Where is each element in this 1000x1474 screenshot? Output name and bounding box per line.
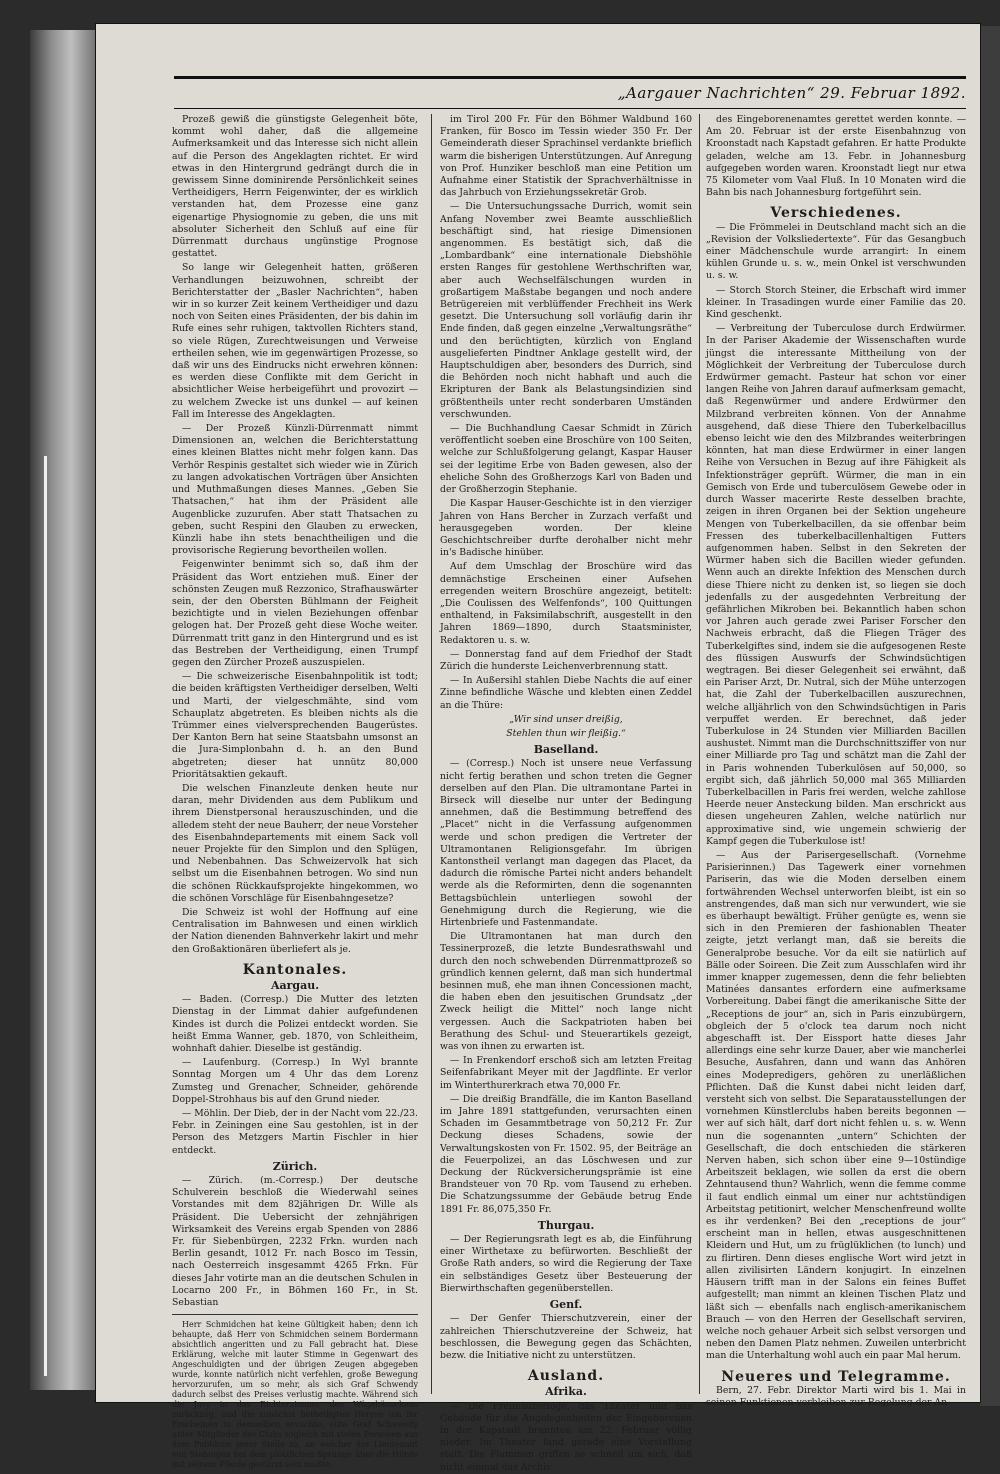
column-3 <box>706 114 966 1408</box>
subsection-heading-aargau: Aargau. <box>270 979 320 993</box>
subsection-heading-genf: Genf. <box>549 1298 583 1312</box>
paragraph: Prozeß gewiß die günstigste Gelegenheit böte, kommt wohl daher, daß die allgemeine Aufmerksamkeit und das Interesse sich nicht allein auf die Person des Angeklagten richtet. Er wird etwas in den Hintergrund gedrängt durch die in gewissem Sinne dominirende Persönlichkeit seines Vertheidigers, Herrn Feigenwinter, der es wirklich verstanden hat, dem Prozesse eine ganz eigenartige Physiognomie zu geben, die uns mit absoluter Sicherheit den Schluß auf eine für Dürrenmatt durchaus ungünstige Prognose gestattet. <box>172 114 418 260</box>
paragraph: Die welschen Finanzleute denken heute nur daran, mehr Dividenden aus dem Publikum und ihrem Dienstpersonal herauszuschinden, und die alledem steht der neue Bauherr, der neue Vorsteher des Eisenbahndepartements mit einem Sack voll neuer Projekte für den Simplon und den Splügen, und Nebenbahnen. Das Schweizervolk hat sich selbst um die Eisenbahnen betrogen. Wo sind nun die schönen Rückkaufsprojekte hingekommen, wo die schönen Vorschläge für Eisenbahngesetze? <box>172 782 418 904</box>
subsection-heading-zuerich: Zürich. <box>272 1159 318 1173</box>
paragraph: — Der Regierungsrath legt es ab, die Einführung einer Wirthetaxe zu befürworten. Beschließt der Große Rath anders, so wird die Regierung der Taxe ein selbständiges Gesetz über Besteuerung der Bierwirthschaften gegenüberstellen. <box>440 1234 692 1294</box>
header-rule-top <box>174 76 966 79</box>
paragraph: — (Corresp.) Noch ist unsere neue Verfassung nicht fertig berathen und schon treten die Gegner derselben auf den Plan. Die ultramontane Partei in Birseck will dieselbe nur unter der Bedingung annehmen, daß die Bestimmung betreffend des „Placet“ nicht in die Verfassung aufgenommen werde und schon predigen die Vertreter der Ultramontanen Religionsgefahr. Im übrigen Kantonstheil verlangt man dagegen das Placet, da dadurch die römische Partei nicht anders behandelt werde als die Reformirten, denn die sogenannten Bettagsbüchlein unterliegen sowohl der Genehmigung durch die Regierung, wie die Hirtenbriefe und Fastenmandate. <box>440 758 692 928</box>
paragraph: — Storch Storch Steiner, die Erbschaft wird immer kleiner. In Trasadingen wurde einer Familie das 20. Kind geschenkt. <box>706 284 966 321</box>
paragraph: Die Ultramontanen hat man durch den Tessinerprozeß, die letzte Bundesrathswahl und durch den noch schwebenden Dürrenmattprozeß so gründlich kennen gelernt, daß man sich hundertmal besinnen muß, ehe man ihnen Concessionen macht, die haben eben den jesuitischen Grundsatz „der Zweck heiligt die Mittel“ noch lange nicht vergessen. Auch die Sackpatrioten haben bei Berathung des Schul- und Steuerartikels gezeigt, was von ihnen zu erwarten ist. <box>440 931 692 1053</box>
paragraph: So lange wir Gelegenheit hatten, größeren Verhandlungen beizuwohnen, schreibt der Berichterstatter der „Basler Nachrichten“, haben wir in so kurzer Zeit keinem Vertheidiger und dazu noch von Seiten eines Präsidenten, der bis dahin im Rufe eines sehr ruhigen, taktvollen Richters stand, so viele Rügen, Zurechtweisungen und Verweise ertheilen sehen, wie im gegenwärtigen Prozesse, so daß wir uns des Eindrucks nicht erwehren können: es werden diese Conflikte mit dem Gericht in absichtlicher Weise herbeigeführt und provozirt — zu welchem Zwecke ist uns dunkel — auf keinen Fall im Interesse des Angeklagten. <box>172 262 418 420</box>
paragraph: — Die schweizerische Eisenbahnpolitik ist todt; die beiden kräftigsten Vertheidiger derselben, Welti und Marti, der vielgeschmähte, sind vom Schauplatz abgetreten. Es bleiben nichts als die Trümmer eines vielversprechenden Baugerüstes. Der Kanton Bern hat seine Staatsbahn umsonst an die Jura-Simplonbahn d. h. an den Bund abgetreten; dieser hat unnütz 80,000 Prioritätsaktien gekauft. <box>172 671 418 780</box>
paragraph: — Donnerstag fand auf dem Friedhof der Stadt Zürich die hunderste Leichenverbrennung statt. <box>440 648 692 672</box>
paragraph: Die Kaspar Hauser-Geschichte ist in den vierziger Jahren von Hans Bercher in Zurzach verfaßt und herausgegeben worden. Der kleine Geschichtschreiber durfte derohalber nicht mehr in's Badische hinüber. <box>440 498 692 559</box>
paragraph: — Der Prozeß Künzli-Dürrenmatt nimmt Dimensionen an, welchen die Berichterstattung eines kleinen Blattes nicht mehr folgen kann. Das Verhör Respinis gestaltet sich wieder wie in Zürich zu langen advokatischen Vorträgen über Ansichten und Muthmaßungen dieses Mannes. „Geben Sie Thatsachen,“ hat ihm der Präsident alle Augenblicke zuzurufen. Aber statt Thatsachen zu geben, sucht Respini den Glauben zu erwecken, Künzli habe ihn stets benachtheiligen und die provisorische Regierung bevortheilen wollen. <box>172 423 418 557</box>
section-heading-kantonales: Kantonales. <box>242 961 348 978</box>
section-heading-ausland: Ausland. <box>527 1368 605 1385</box>
footnote-rule <box>172 1314 418 1315</box>
paragraph: — Laufenburg. (Corresp.) In Wyl brannte Sonntag Morgen um 4 Uhr das dem Lorenz Zumsteg und Grenacher, Schneider, gehörende Doppel-Strohhaus bis auf den Grund nieder. <box>172 1057 418 1105</box>
subsection-heading-thurgau: Thurgau. <box>537 1218 595 1232</box>
paragraph: — Aus der Parisergesellschaft. (Vornehme Parisierinnen.) Das Tagewerk einer vornehmen Pariserin, das wie die Moden derselben einem fortwährenden Wechsel unterworfen bleibt, ist ein so anstrengendes, daß man sich nur verwundert, wie sie es überhaupt bewältigt. Früher genügte es, wenn sie sich in den Premieren der fashionablen Theater zeigte, jetzt verlangt man, daß sie bereits die Generalprobe besuche. Vor da eilt sie natürlich auf Bälle oder Soireen. Die Zeit zum Ausschlafen wird ihr immer knapper zugemessen, denn die fehr beliebten Matinées dansantes erfordern eine aufmerksame Vorbereitung. Dabei fängt die amerikanische Sitte der „Receptions de jour“ an, sich in Paris einzubürgern, obgleich der 5 o'clock tea darum noch nicht abgeschafft ist. Der Eissport hatte dieses Jahr allerdings eine sehr kurze Dauer, aber wie mancherlei Besuche, Ausfahren, dann und wann das Anhören eines Modepredigers, gehören zu unerläßlichen Pflichten. Daß die Kunst dabei nicht leiden darf, versteht sich von selbst. Die Separatausstellungen der vornehmen Künstlerclubs haben bereits begonnen — wer auf sich hält, darf dort nicht fehlen u. s. w. Wenn nun die sogenannten „untern“ Schichten der Gesellschaft, die doch entschieden die stärkeren Nerven haben, sich schon über eine 9—10stündige Arbeitszeit beklagen, wie sollen da erst die obern Zehntausend thun? Wahrlich, wenn die femme comme il faut endlich einmal um einer nur achtstündigen Arbeitstag petitionirt, welcher Menschenfreund wollte es ihr verdenken? Bei den „receptions de jour“ erscheint man in hellen, etwas ausgeschnittenen Kleidern und Hut, um zu früglüklichen (to lunch) und zu flirtiren. Denn dieses englische Wort wird jetzt in allen zivilisirten Ländern konjugirt. In einzelnen Häusern trifft man in der Salons ein feines Buffet aufgestellt; man nimmt an kleinen Tischen Platz und läßt sich — ebenfalls nach englisch-amerikanischem Brauch — von den Herren der Gesellschaft serviren, welche noch gehauer Arbeit sich selbst versorgen und neben den Damen Platz nehmen. Zuweilen unterbricht man die Unterhaltung wohl auch ein paar Mal herum. <box>706 849 966 1362</box>
header-rule-bottom <box>174 108 966 109</box>
paragraph: — Die dreißig Brandfälle, die im Kanton Baselland im Jahre 1891 stattgefunden, verursachten einen Schaden im Gesammtbetrage von 50,212 Fr. Zur Deckung dieses Schadens, sowie der Verwaltungskosten von Fr. 1502. 95, der Beiträge an die Feuerpolizei, an das Löschwesen und zur Deckung der Rückversicherungsprämie ist eine Brandsteuer von 70 Rp. vom Tausend zu erheben. Die Schatzungssumme der Gebäude betrug Ende 1891 Fr. 86,075,350 Fr. <box>440 1093 692 1215</box>
paragraph: — Verbreitung der Tuberculose durch Erdwürmer. In der Pariser Akademie der Wissenschaften wurde jüngst die interessante Mittheilung von der Möglichkeit der Verbreitung der Tuberculose durch Erdwürmer gemacht. Pasteur hat schon vor einer langen Reihe von Jahren darauf aufmerksam gemacht, daß Regenwürmer und andere Erdwürmer den Milzbrand verbreiten können. Von der Annahme ausgehend, daß diese Thiere den Tuberkelbacillus ebenso leicht wie den des Milzbrandes weiterbringen könnten, hat man diese Erdwürmer in einer langen Reihe von Versuchen in Bezug auf ihre Fähigkeit als Infektionsträger geprüft. Würmer, die man in ein Gemisch von Erde und tuberculösem Gewebe oder in durch Wasser macerirte Reste desselben brachte, zeigen in ihren Organen bei der Sektion ungeheure Mengen von Tuberkelbacillen, da sie offenbar beim Fressen des tuberkelbacillenhaltigen Futters aufgenommen haben. Selbst in den Sekreten der Würmer haben sich die Bacillen wieder gefunden. Wenn auch an direkte Infektion des Menschen durch diese Thiere nicht zu denken ist, so liegen sie doch jedenfalls zu der ausgedehnten Verbreitung der gefährlichen Mikroben bei. Bekanntlich haben schon vor Jahren auch gerade zwei Pariser Forscher den Nachweis erbracht, daß die Fliegen Träger des Tuberkelgiftes sind, indem sie die aufgesogenen Reste des flüssigen Auswurfs der Schwindsüchtigen wegtragen. Bei dieser Gelegenheit sei erwähnt, daß ein Pariser Arzt, Dr. Nutral, sich der Mühe unterzogen hat, die Zahl der Tuberkelbacillen auszurechnen, welche alljährlich von den Schwindsüchtigen in Paris verpuffet werden. Er berechnet, daß jeder Tuberkulose in 24 Stunden vier Milliarden Bacillen aushustet. Nimmt man die Durchschnittsziffer von nur einer Milliarde pro Tag und schätzt man die Zahl der in Paris wohnenden Tuberkulösen auf 50,000, so ergibt sich, daß jährlich 50,000 mal 365 Milliarden Tuberkelbacillen in Paris frei werden, welche zahllose Heerde neuer Ansteckung bilden. Man erschrickt aus diesen ungeheuren Zahlen, welche natürlich nur approximative sind, wie ungemein schwierig der Kampf gegen die Tuberkulose ist! <box>706 323 966 847</box>
paragraph: — Die Frömmelei in Deutschland macht sich an die „Revision der Volksliedertexte“. Für das Gesangbuch einer Mädchenschule wurde arrangirt: In einem kühlen Grunde u. s. w., mein Onkel ist verschwunden u. s. w. <box>706 221 966 282</box>
paragraph: Bern, 27. Febr. Direktor Marti wird bis 1. Mai in seinen Funktionen verbleiben zur Regelung der An- <box>706 1384 966 1408</box>
section-heading-verschiedenes: Verschiedenes. <box>770 205 902 222</box>
paragraph: — In Frenkendorf erschoß sich am letzten Freitag Seifenfabrikant Meyer mit der Jagdflinte. Er verlor im Winterthurerkrach etwa 70,000 Fr. <box>440 1055 692 1091</box>
margin-strip <box>44 456 47 1376</box>
paragraph: Auf dem Umschlag der Broschüre wird das demnächstige Erscheinen einer Aufsehen erregenden weitern Broschüre angezeigt, betitelt: „Die Coulissen des Welfenfonds“, 100 Quittungen enthaltend, in Faksimilabschrift, ausgestellt in den Jahren 1869—1890, durch Staatsminister, Redaktoren u. s. w. <box>440 561 692 646</box>
subsection-heading-baselland: Baselland. <box>533 743 599 757</box>
book-edge-right <box>980 26 1000 1406</box>
paragraph: Feigenwinter benimmt sich so, daß ihm der Präsident das Wort entziehen muß. Einer der schönsten Zeugen muß Rezzonico, Strafhauswärter sein, der den Obersten Bühlmann der Feigheit bezichtigte und in vielen Beziehungen offenbar gelogen hat. Der Prozeß geht diese Woche weiter. Dürrenmatt tritt ganz in den Hintergrund und es ist das Bestreben der Vertheidigung, einen Trumpf gegen den Zürcher Prozeß auszuspielen. <box>172 559 418 668</box>
subsection-heading-afrika: Afrika. <box>545 1385 587 1399</box>
verse-line: Stehlen thun wir fleißig.“ <box>506 727 626 739</box>
paragraph: — Zürich. (m.-Corresp.) Der deutsche Schulverein beschloß die Wiederwahl seines Vorstandes mit dem 82jährigen Dr. Wille als Präsident. Die Uebersicht der zehnjährigen Wirksamkeit des Vereins ergab Spenden von 2886 Fr. für Siebenbürgen, 2232 Frkn. wurden nach Berlin gesandt, 1012 Fr. nach Bosco im Tessin, nach Oesterreich insgesammt 4265 Frkn. Für dieses Jahr votirte man an die deutschen Schulen in Locarno 200 Fr., in Böhmen 160 Fr., in St. Sebastian <box>172 1175 418 1309</box>
paragraph: — In Außersihl stahlen Diebe Nachts die auf einer Zinne befindliche Wäsche und klebten einen Zeddel an die Thüre: <box>440 675 692 711</box>
paragraph: Die Schweiz ist wohl der Hoffnung auf eine Centralisation im Bahnwesen und einen wirklich der Nation dienenden Bahnverkehr lakirt und mehr den Großaktionären überliefert als je. <box>172 907 418 955</box>
paragraph: des Eingeborenenamtes gerettet werden konnte. — Am 20. Februar ist der erste Eisenbahnzug von Kroonstadt nach Kapstadt gefahren. Er hatte Produkte geladen, welche am 13. Febr. in Johannesburg aufgegeben worden waren. Kroonstadt liegt nur etwa 75 Kilometer vom Vaal Fluß. In 10 Monaten wird die Bahn bis nach Johannesburg fortgeführt sein. <box>706 114 966 199</box>
column-separator <box>431 114 432 1394</box>
paragraph: — Möhlin. Der Dieb, der in der Nacht vom 22./23. Febr. in Zeiningen eine Sau gestohlen, ist in der Person des Metzgers Martin Fischler in hier entdeckt. <box>172 1108 418 1156</box>
paragraph: — Baden. (Corresp.) Die Mutter des letzten Dienstag in der Limmat dahier aufgefundenen Kindes ist durch die Polizei entdeckt worden. Sie heißt Emma Wanner, geb. 1870, von Schleitheim, wohnhaft dahier. Dieselbe ist geständig. <box>172 994 418 1055</box>
verse-line: „Wir sind unser dreißig, <box>509 713 623 725</box>
section-heading-neueres: Neueres und Telegramme. <box>721 1368 951 1385</box>
paragraph: im Tirol 200 Fr. Für den Böhmer Waldbund 160 Franken, für Bosco im Tessin wieder 350 Fr. Der Gemeinderath dieser Sprachinsel verdankte brieflich warm die bisherigen Unterstützungen. Auf Anregung von Prof. Hunziker beschloß man eine Petition um Aufnahme einer Statistik der Sprachverhältnisse in das Jahrbuch von Erziehungssekretär Grob. <box>440 114 692 199</box>
book-edge <box>30 30 98 1390</box>
column-separator <box>699 114 700 1394</box>
paragraph: — Die Untersuchungssache Durrich, womit sein Anfang November zwei Beamte ausschließlich beschäftigt sind, hat riesige Dimensionen angenommen. Es bestätigt sich, daß die „Lombardbank“ eine internationale Diebshöhle ersten Ranges für gestohlene Werthschriften war, aber auch Wechselfälschungen wurden in großartigem Maßstabe begangen und noch andere Betrügereien mit verblüffender Frechheit ins Werk gesetzt. Die Untersuchung soll vorläufig darin ihr Ende finden, daß gegen einzelne „Verwaltungsräthe“ und den berüchtigten, kürzlich von England ausgelieferten Pindtner Anklage gestellt wird, der Hauptschuldigen aber, besonders des Durrich, sind die Behörden noch nicht habhaft und auch die Ekripturen der Bank als Belastungsindizien sind größtentheils unter recht sonderbaren Umständen verschwunden. <box>440 201 692 420</box>
column-2 <box>440 114 692 1473</box>
paragraph: — Die Buchhandlung Caesar Schmidt in Zürich veröffentlicht soeben eine Broschüre von 100 Seiten, welche zur Schlußfolgerung gelangt, Kaspar Hauser sei der legitime Erbe von Baden gewesen, also der eheliche Sohn des Großherzogs Karl von Baden und der Großherzogin Stephanie. <box>440 423 692 496</box>
column-1 <box>172 114 418 1470</box>
masthead: „Aargauer Nachrichten“ 29. Februar 1892. <box>617 84 966 102</box>
footnote: Herr Schmidchen hat keine Gültigkeit haben; denn ich behaupte, daß Herr von Schmidchen seinem Bordermann absichtlich angeritten und zu Fall gebracht hat. Diese Erklärung, welche mit lauter Stimme in Gegenwart des Angeschuldigten und der übrigen Zeugen abgegeben wurde, konnte natürlich nicht verfehlen, große Bewegung hervorzurufen, um so mehr, als sich Graf Schwendy dadurch selbst des Preises verlustig machte. Während sich die Jury in das Richterzimmer des Wägehäuschens zurückzog, und die zunächst betheiligten Herren um ihr Erscheinen in demselben ersuchte, eilte Graf Schwendy unter Mitglieder des Clubs sogleich mit vielen Personen aus dem Publikum jener Stelle zu, an welcher der Lieutenant von Stebingen bei dem plötzlichen Sprunge über die Hürde mit seinem Pferde gestürzt sein mußte. <box>172 1320 418 1470</box>
paragraph: — Der Genfer Thierschutzverein, einer der zahlreichen Thierschutzvereine der Schweiz, hat beschlossen, die Bewegung gegen das Schächten, bezw. die Initiative nicht zu unterstützen. <box>440 1313 692 1361</box>
paragraph: — Die Freimaurerloge, das Theater und das Gebäude für die Angelegenheiten der Eingeborenen in der Kapstadt brannten am 22. Februar völlig nieder. Im Theater fand gerade eine Vorstellung statt. Die Flammen griffen so schnell um sich, daß nicht einmal das Archiv <box>440 1400 692 1473</box>
